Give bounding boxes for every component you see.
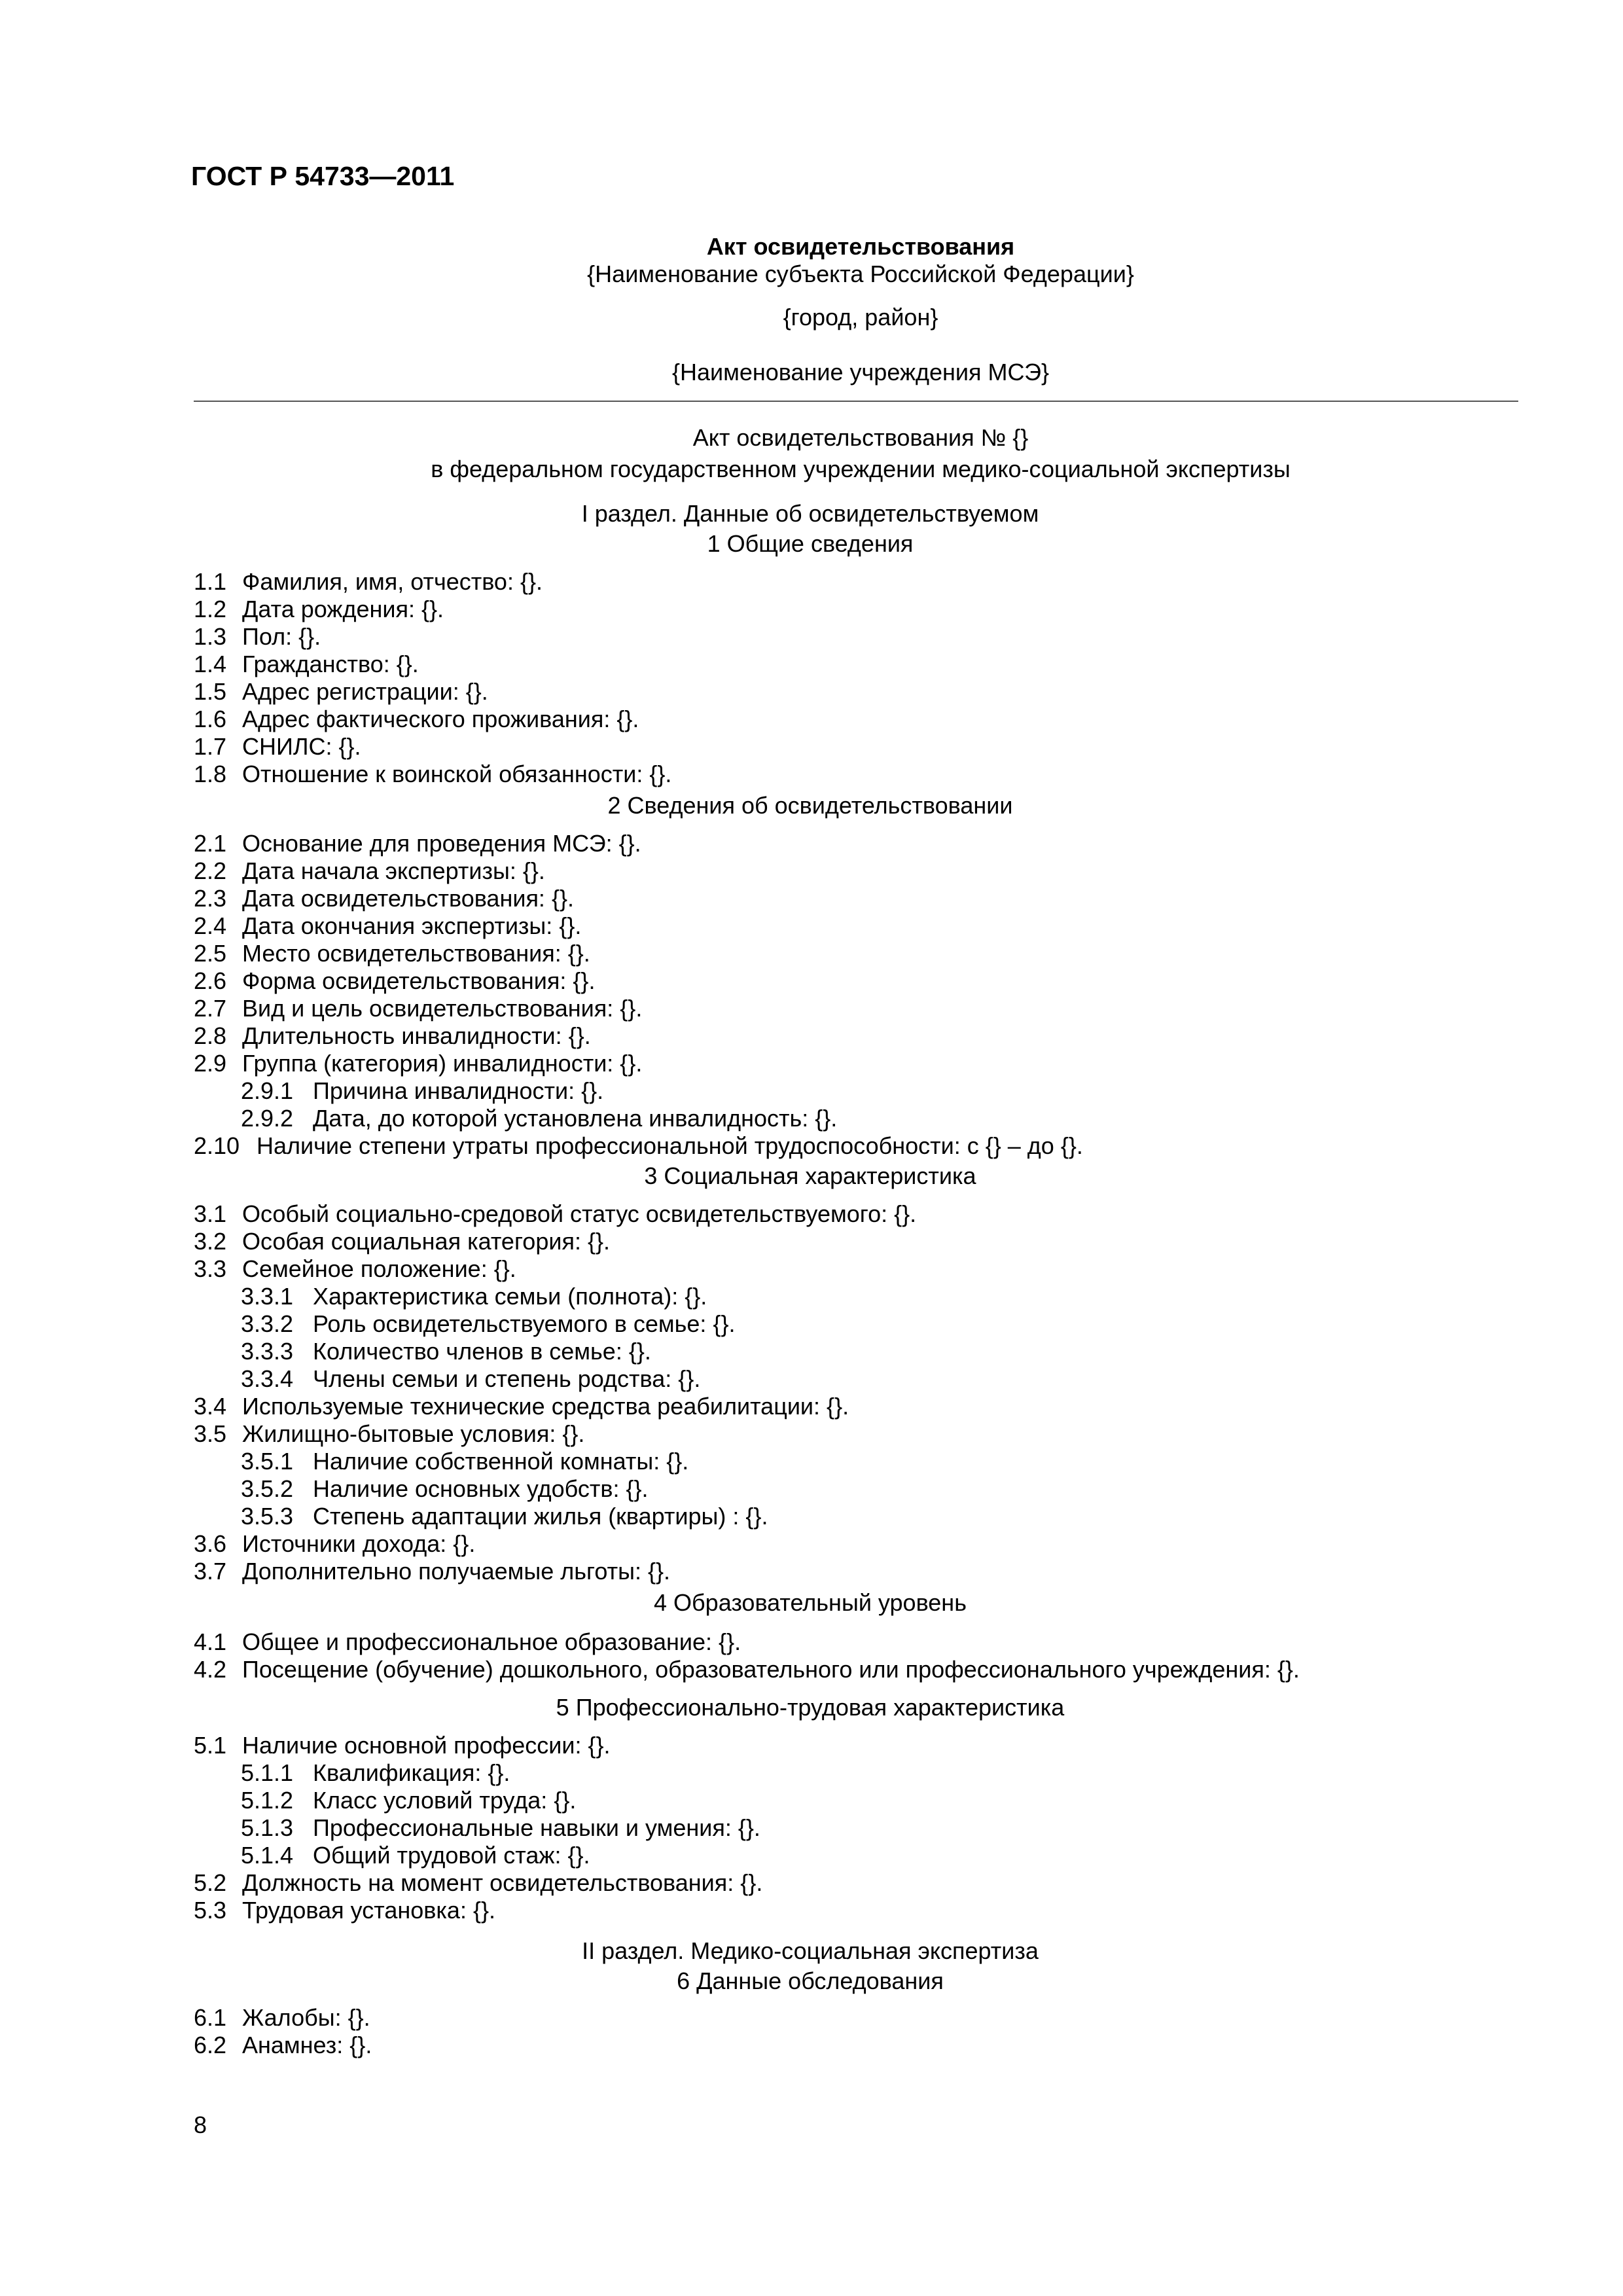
- item-text: Адрес фактического проживания: {}.: [242, 706, 639, 732]
- item-text: Общий трудовой стаж: {}.: [313, 1842, 590, 1869]
- header-city: {город, район}: [783, 304, 938, 331]
- item-number: 3.3: [194, 1255, 227, 1282]
- item-number: 2.7: [194, 995, 227, 1022]
- item-text: СНИЛС: {}.: [242, 733, 361, 760]
- list-item: [241, 1814, 760, 1843]
- item-text: Должность на момент освидетельствования: {}.: [242, 1869, 763, 1896]
- document-code: ГОСТ Р 54733—2011: [191, 161, 455, 191]
- list-item: [194, 2032, 372, 2060]
- subsection-title: 5 Профессионально-трудовая характеристика: [556, 1694, 1065, 1721]
- item-number: 2.1: [194, 830, 227, 857]
- item-number: 3.4: [194, 1393, 227, 1420]
- list-item: [241, 1759, 510, 1788]
- item-text: Наличие основных удобств: {}.: [313, 1475, 649, 1502]
- item-number: 5.1.1: [241, 1759, 294, 1786]
- item-number: 2.3: [194, 885, 227, 912]
- list-item: [194, 706, 639, 734]
- list-item: [194, 623, 321, 652]
- item-number: 5.3: [194, 1897, 227, 1924]
- item-text: Жалобы: {}.: [242, 2004, 370, 2031]
- list-item: [194, 1255, 516, 1284]
- item-text: Дата окончания экспертизы: {}.: [242, 912, 582, 939]
- list-item: [194, 857, 545, 886]
- item-text: Наличие степени утраты профессиональной трудоспособности: с {} – до {}.: [257, 1132, 1083, 1159]
- item-text: Анамнез: {}.: [242, 2032, 372, 2058]
- item-text: Посещение (обучение) дошкольного, образовательного или профессионального учреждения: {}.: [242, 1656, 1300, 1683]
- item-number: 2.4: [194, 912, 227, 939]
- item-number: 1.4: [194, 651, 227, 677]
- item-text: Фамилия, имя, отчество: {}.: [242, 568, 543, 595]
- item-number: 3.7: [194, 1558, 227, 1585]
- item-number: 3.3.1: [241, 1283, 294, 1310]
- item-text: Семейное положение: {}.: [242, 1255, 516, 1282]
- item-text: Источники дохода: {}.: [242, 1530, 476, 1557]
- list-item: [194, 1732, 611, 1761]
- act-subtitle: в федеральном государственном учреждении медико-социальной экспертизы: [431, 456, 1291, 482]
- list-item: [194, 1050, 642, 1079]
- item-number: 2.9: [194, 1050, 227, 1077]
- item-number: 1.2: [194, 596, 227, 622]
- subsection-title: 4 Образовательный уровень: [654, 1589, 967, 1616]
- item-number: 3.1: [194, 1200, 227, 1227]
- item-number: 2.8: [194, 1022, 227, 1049]
- item-number: 6.2: [194, 2032, 227, 2058]
- item-text: Квалификация: {}.: [313, 1759, 510, 1786]
- header-title: Акт освидетельствования: [706, 233, 1015, 260]
- list-item: [194, 1132, 1083, 1161]
- item-text: Наличие собственной комнаты: {}.: [313, 1448, 689, 1475]
- item-number: 3.3.3: [241, 1338, 294, 1365]
- item-number: 5.1.3: [241, 1814, 294, 1841]
- item-text: Профессиональные навыки и умения: {}.: [313, 1814, 760, 1841]
- list-item: [241, 1475, 649, 1504]
- item-number: 2.6: [194, 967, 227, 994]
- item-text: Степень адаптации жилья (квартиры) : {}.: [313, 1503, 768, 1530]
- item-number: 5.1.4: [241, 1842, 294, 1869]
- item-number: 2.5: [194, 940, 227, 967]
- list-item: [194, 596, 444, 624]
- list-item: [194, 940, 590, 969]
- item-number: 5.1: [194, 1732, 227, 1759]
- list-item: [241, 1077, 603, 1106]
- section-1-title: I раздел. Данные об освидетельствуемом: [581, 500, 1039, 527]
- item-text: Дата рождения: {}.: [242, 596, 444, 622]
- list-item: [241, 1365, 700, 1394]
- item-text: Дополнительно получаемые льготы: {}.: [242, 1558, 671, 1585]
- item-number: 4.2: [194, 1656, 227, 1683]
- item-text: Форма освидетельствования: {}.: [242, 967, 596, 994]
- item-number: 2.9.1: [241, 1077, 294, 1104]
- list-item: [194, 1897, 495, 1926]
- list-item: [194, 678, 488, 707]
- item-text: Группа (категория) инвалидности: {}.: [242, 1050, 643, 1077]
- list-item: [194, 1022, 591, 1051]
- list-item: [194, 1628, 741, 1657]
- item-text: Причина инвалидности: {}.: [313, 1077, 604, 1104]
- item-text: Жилищно-бытовые условия: {}.: [242, 1420, 585, 1447]
- item-number: 2.10: [194, 1132, 240, 1159]
- item-number: 5.1.2: [241, 1787, 294, 1814]
- list-item: [194, 1869, 762, 1898]
- subsection-title: 6 Данные обследования: [677, 1967, 944, 1994]
- list-item: [194, 995, 642, 1024]
- item-number: 3.5.3: [241, 1503, 294, 1530]
- list-item: [194, 761, 671, 789]
- list-item: [194, 733, 361, 762]
- list-item: [241, 1105, 837, 1134]
- item-number: 6.1: [194, 2004, 227, 2031]
- item-number: 1.7: [194, 733, 227, 760]
- item-number: 1.8: [194, 761, 227, 787]
- item-number: 3.3.2: [241, 1310, 294, 1337]
- item-number: 3.6: [194, 1530, 227, 1557]
- list-item: [194, 1393, 849, 1422]
- item-text: Особый социально-средовой статус освидетельствуемого: {}.: [242, 1200, 917, 1227]
- item-text: Гражданство: {}.: [242, 651, 419, 677]
- header-subject: {Наименование субъекта Российской Федерации}: [587, 260, 1134, 287]
- list-item: [241, 1503, 768, 1532]
- act-title: Акт освидетельствования № {}: [692, 424, 1029, 451]
- item-number: 1.5: [194, 678, 227, 705]
- list-item: [194, 912, 581, 941]
- list-item: [194, 1530, 475, 1559]
- subsection-title: 1 Общие сведения: [707, 530, 914, 557]
- item-text: Место освидетельствования: {}.: [242, 940, 590, 967]
- item-number: 4.1: [194, 1628, 227, 1655]
- list-item: [194, 1558, 670, 1587]
- item-text: Дата, до которой установлена инвалидность: {}.: [313, 1105, 838, 1132]
- list-item: [194, 1228, 610, 1257]
- item-text: Класс условий труда: {}.: [313, 1787, 577, 1814]
- list-item: [241, 1448, 688, 1477]
- item-number: 1.1: [194, 568, 227, 595]
- list-item: [194, 1420, 584, 1449]
- item-number: 3.5.2: [241, 1475, 294, 1502]
- list-item: [241, 1338, 651, 1367]
- list-item: [194, 1200, 916, 1229]
- item-number: 5.2: [194, 1869, 227, 1896]
- item-text: Длительность инвалидности: {}.: [242, 1022, 591, 1049]
- header-institution: {Наименование учреждения МСЭ}: [671, 359, 1050, 386]
- list-item: [241, 1842, 590, 1871]
- item-text: Используемые технические средства реабилитации: {}.: [242, 1393, 849, 1420]
- item-text: Наличие основной профессии: {}.: [242, 1732, 611, 1759]
- section-2-title: II раздел. Медико-социальная экспертиза: [582, 1937, 1039, 1964]
- item-text: Количество членов в семье: {}.: [313, 1338, 651, 1365]
- item-number: 3.3.4: [241, 1365, 294, 1392]
- item-number: 2.9.2: [241, 1105, 294, 1132]
- item-number: 2.2: [194, 857, 227, 884]
- list-item: [241, 1310, 736, 1339]
- list-item: [194, 568, 543, 597]
- list-item: [241, 1283, 707, 1312]
- item-text: Отношение к воинской обязанности: {}.: [242, 761, 672, 787]
- subsection-title: 3 Социальная характеристика: [644, 1162, 976, 1189]
- item-number: 3.5: [194, 1420, 227, 1447]
- subsection-title: 2 Сведения об освидетельствовании: [607, 792, 1013, 819]
- list-item: [194, 967, 595, 996]
- page-number: 8: [194, 2111, 207, 2138]
- list-item: [241, 1787, 576, 1816]
- item-text: Вид и цель освидетельствования: {}.: [242, 995, 643, 1022]
- item-text: Общее и профессиональное образование: {}.: [242, 1628, 741, 1655]
- item-text: Дата освидетельствования: {}.: [242, 885, 574, 912]
- item-number: 1.6: [194, 706, 227, 732]
- item-text: Пол: {}.: [242, 623, 321, 650]
- item-text: Трудовая установка: {}.: [242, 1897, 495, 1924]
- item-text: Характеристика семьи (полнота): {}.: [313, 1283, 707, 1310]
- item-text: Члены семьи и степень родства: {}.: [313, 1365, 701, 1392]
- item-number: 3.2: [194, 1228, 227, 1255]
- item-text: Роль освидетельствуемого в семье: {}.: [313, 1310, 736, 1337]
- item-text: Адрес регистрации: {}.: [242, 678, 488, 705]
- item-number: 1.3: [194, 623, 227, 650]
- list-item: [194, 1656, 1300, 1685]
- item-text: Дата начала экспертизы: {}.: [242, 857, 545, 884]
- item-text: Основание для проведения МСЭ: {}.: [242, 830, 641, 857]
- list-item: [194, 2004, 370, 2033]
- item-text: Особая социальная категория: {}.: [242, 1228, 610, 1255]
- list-item: [194, 885, 574, 914]
- item-number: 3.5.1: [241, 1448, 294, 1475]
- list-item: [194, 651, 419, 679]
- list-item: [194, 830, 641, 859]
